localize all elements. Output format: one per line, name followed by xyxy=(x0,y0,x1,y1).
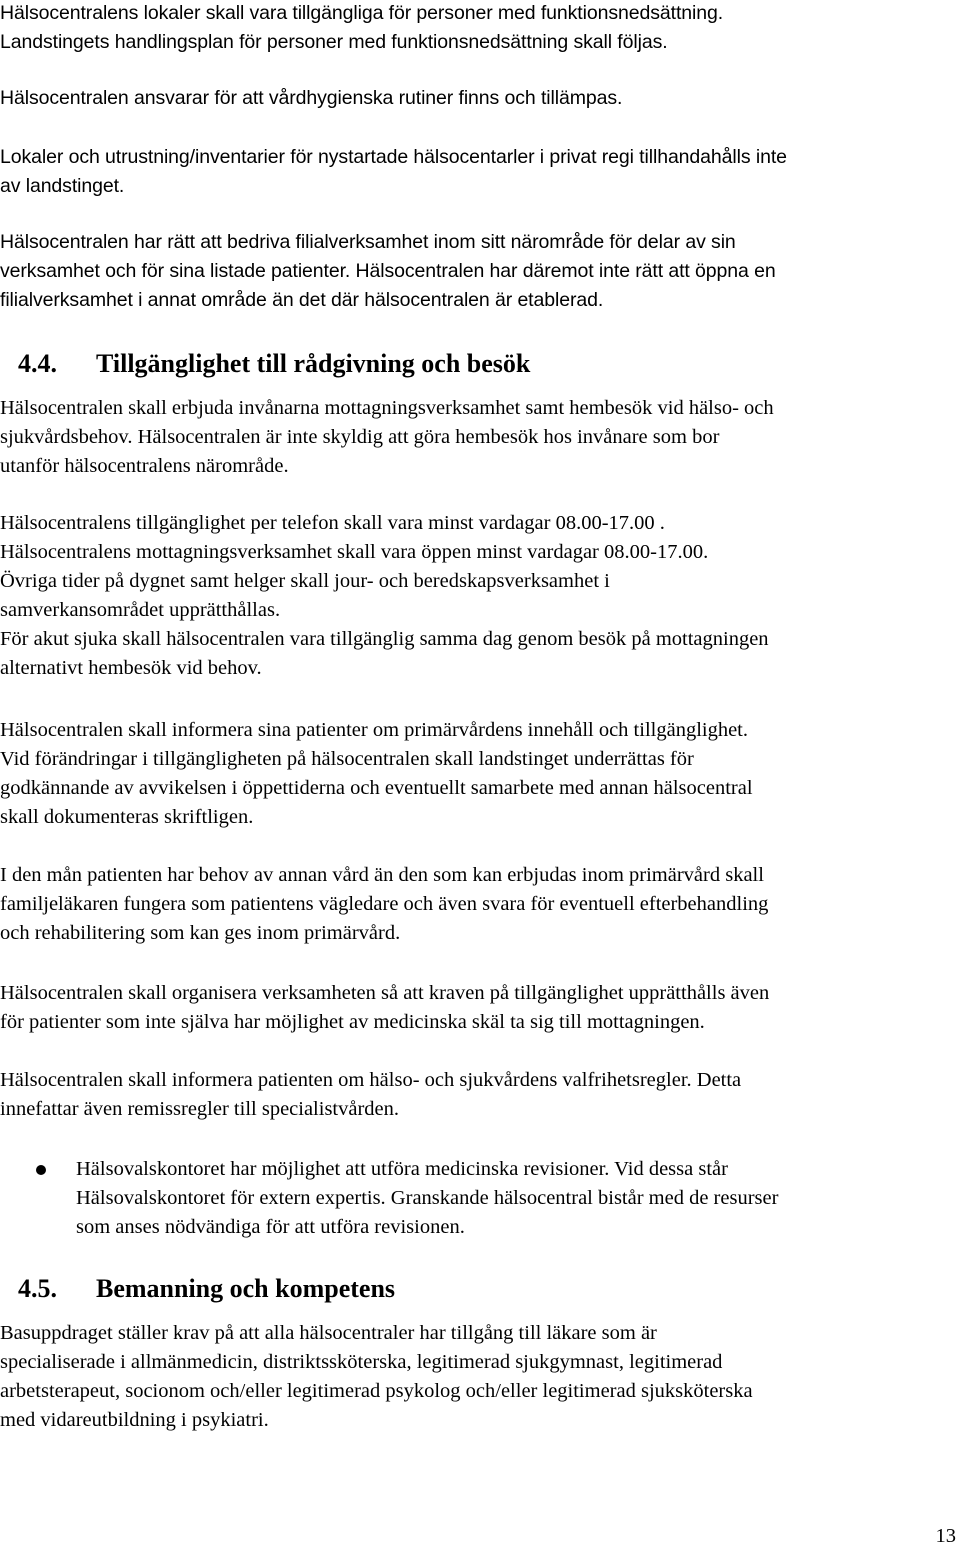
text-line: Hälsocentralen skall organisera verksamheten så att kraven på tillgänglighet upprätthålls även xyxy=(0,982,770,1004)
text-line: I den mån patienten har behov av annan vård än den som kan erbjudas inom primärvård skall xyxy=(0,864,764,886)
text-line: Hälsocentralen skall informera patienten om hälso- och sjukvårdens valfrihetsregler. Detta xyxy=(0,1069,742,1091)
paragraph-premises xyxy=(0,143,960,201)
paragraph-accessibility xyxy=(0,0,960,57)
text-line: Övriga tider på dygnet samt helger skall jour- och beredskapsverksamhet i xyxy=(0,570,610,592)
text-line: familjeläkaren fungera som patientens vägledare och även svara för eventuell efterbehandling xyxy=(0,893,769,915)
bullet-icon xyxy=(36,1165,46,1175)
bullet-item-revisions xyxy=(76,1155,960,1242)
text-line: samverkansområdet upprätthållas. xyxy=(0,599,281,621)
paragraph-family-doctor xyxy=(0,861,960,948)
text-line: innefattar även remissregler till specialistvården. xyxy=(0,1098,400,1120)
page-number: 13 xyxy=(935,1525,956,1547)
paragraph-freedom-of-choice xyxy=(0,1066,960,1124)
section-number: 4.5. xyxy=(18,1274,57,1303)
text-line: Lokaler och utrustning/inventarier för nystartade hälsocentarler i privat regi tillhandahålls inte xyxy=(0,146,787,168)
paragraph-inform-patients xyxy=(0,716,960,832)
text-line: Hälsocentralen skall informera sina patienter om primärvårdens innehåll och tillgänglighet. xyxy=(0,719,748,741)
text-line: arbetsterapeut, socionom och/eller legitimerad psykolog och/eller legitimerad sjuksköterska xyxy=(0,1380,753,1402)
text-line: med vidareutbildning i psykiatri. xyxy=(0,1409,269,1431)
text-line: Hälsocentralens mottagningsverksamhet skall vara öppen minst vardagar 08.00-17.00. xyxy=(0,541,709,563)
text-line: Hälsocentralen har rätt att bedriva filialverksamhet inom sitt närområde för delar av sin xyxy=(0,231,736,253)
text-line: Hälsovalskontoret har möjlighet att utföra medicinska revisioner. Vid dessa står xyxy=(76,1158,728,1180)
paragraph-opening-hours xyxy=(0,509,960,683)
text-line: Hälsocentralen ansvarar för att vårdhygienska rutiner finns och tillämpas. xyxy=(0,87,623,109)
paragraph-hygiene xyxy=(0,84,960,113)
section-title: Tillgänglighet till rådgivning och besök xyxy=(96,349,531,378)
section-number: 4.4. xyxy=(18,349,57,378)
text-line: av landstinget. xyxy=(0,175,125,197)
text-line: Hälsocentralen skall erbjuda invånarna mottagningsverksamhet samt hembesök vid hälso- och xyxy=(0,397,774,419)
section-heading-4-5 xyxy=(18,1273,395,1305)
text-line: godkännande av avvikelsen i öppettiderna och eventuellt samarbete med annan hälsocentral xyxy=(0,777,753,799)
text-line: sjukvårdsbehov. Hälsocentralen är inte skyldig att göra hembesök hos invånare som bor xyxy=(0,426,720,448)
paragraph-staffing xyxy=(0,1319,960,1435)
paragraph-home-visits xyxy=(0,394,960,481)
text-line: Hälsocentralens lokaler skall vara tillgängliga för personer med funktionsnedsättning. xyxy=(0,2,724,24)
paragraph-branch-operations xyxy=(0,228,960,315)
text-line: utanför hälsocentralens närområde. xyxy=(0,455,289,477)
text-line: och rehabilitering som kan ges inom primärvård. xyxy=(0,922,401,944)
text-line: som anses nödvändiga för att utföra revisionen. xyxy=(76,1216,465,1238)
text-line: skall dokumenteras skriftligen. xyxy=(0,806,254,828)
text-line: för patienter som inte själva har möjlighet av medicinska skäl ta sig till mottagningen. xyxy=(0,1011,705,1033)
paragraph-organise-accessibility xyxy=(0,979,960,1037)
text-line: filialverksamhet i annat område än det där hälsocentralen är etablerad. xyxy=(0,289,604,311)
section-title: Bemanning och kompetens xyxy=(96,1274,396,1303)
text-line: Vid förändringar i tillgängligheten på hälsocentralen skall landstinget underrättas för xyxy=(0,748,694,770)
text-line: alternativt hembesök vid behov. xyxy=(0,657,262,679)
text-line: specialiserade i allmänmedicin, distriktssköterska, legitimerad sjukgymnast, legitimerad xyxy=(0,1351,723,1373)
section-heading-4-4 xyxy=(18,348,530,380)
text-line: Landstingets handlingsplan för personer med funktionsnedsättning skall följas. xyxy=(0,31,668,53)
text-line: verksamhet och för sina listade patienter. Hälsocentralen har däremot inte rätt att öppna en xyxy=(0,260,776,282)
text-line: Basuppdraget ställer krav på att alla hälsocentraler har tillgång till läkare som är xyxy=(0,1322,657,1344)
text-line: För akut sjuka skall hälsocentralen vara tillgänglig samma dag genom besök på mottagningen xyxy=(0,628,769,650)
text-line: Hälsovalskontoret för extern expertis. Granskande hälsocentral bistår med de resurser xyxy=(76,1187,779,1209)
text-line: Hälsocentralens tillgänglighet per telefon skall vara minst vardagar 08.00-17.00 . xyxy=(0,512,665,534)
